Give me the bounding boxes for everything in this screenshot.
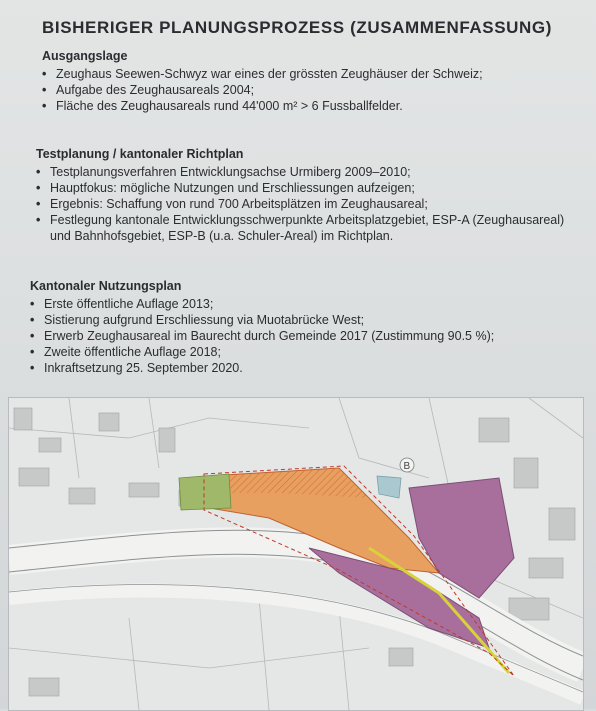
bullet-list bbox=[42, 66, 562, 114]
bullet-icon: • bbox=[42, 67, 47, 81]
section-heading: Kantonaler Nutzungsplan bbox=[30, 279, 182, 293]
zone-green bbox=[179, 474, 231, 510]
zoning-map-graphic bbox=[9, 398, 583, 710]
list-item-text: Ergebnis: Schaffung von rund 700 Arbeitsplätzen im Zeughausareal; bbox=[50, 197, 428, 211]
page-title: BISHERIGER PLANUNGSPROZESS (ZUSAMMENFASSUNG) bbox=[42, 18, 552, 37]
section-ausgangslage bbox=[42, 49, 562, 114]
list-item-text: Zeughaus Seewen-Schwyz war eines der grössten Zeughäuser der Schweiz; bbox=[56, 67, 483, 81]
bullet-icon: • bbox=[30, 313, 35, 327]
list-item-text: Zweite öffentliche Auflage 2018; bbox=[44, 345, 221, 359]
bullet-list bbox=[36, 164, 576, 244]
section-testplanung bbox=[36, 147, 576, 244]
list-item bbox=[30, 296, 580, 312]
list-item-text: Sistierung aufgrund Erschliessung via Muotabrücke West; bbox=[44, 313, 365, 327]
list-item bbox=[36, 180, 576, 196]
list-item bbox=[30, 360, 580, 376]
bullet-icon: • bbox=[42, 83, 47, 97]
list-item bbox=[30, 312, 580, 328]
list-item-text: Erste öffentliche Auflage 2013; bbox=[44, 297, 214, 311]
bullet-icon: • bbox=[36, 181, 41, 195]
list-item bbox=[42, 98, 562, 114]
list-item-text: Hauptfokus: mögliche Nutzungen und Erschliessungen aufzeigen; bbox=[50, 181, 415, 195]
zone-blue bbox=[377, 476, 401, 498]
bullet-icon: • bbox=[36, 213, 41, 227]
list-item-text: Aufgabe des Zeughausareals 2004; bbox=[56, 83, 255, 97]
list-item-text: Fläche des Zeughausareals rund 44'000 m² > 6 Fussballfelder. bbox=[56, 99, 403, 113]
bullet-icon: • bbox=[30, 345, 35, 359]
list-item bbox=[36, 164, 576, 180]
list-item-text: Erwerb Zeughausareal im Baurecht durch Gemeinde 2017 (Zustimmung 90.5 %); bbox=[44, 329, 495, 343]
bullet-icon: • bbox=[30, 297, 35, 311]
list-item-text: Inkraftsetzung 25. September 2020. bbox=[44, 361, 243, 375]
zoning-map bbox=[8, 397, 584, 711]
list-item bbox=[30, 328, 580, 344]
list-item bbox=[30, 344, 580, 360]
list-item-text: Testplanungsverfahren Entwicklungsachse Urmiberg 2009–2010; bbox=[50, 165, 411, 179]
bullet-icon: • bbox=[42, 99, 47, 113]
section-heading: Testplanung / kantonaler Richtplan bbox=[36, 147, 244, 161]
bullet-icon: • bbox=[30, 361, 35, 375]
list-item bbox=[36, 212, 576, 244]
list-item bbox=[42, 66, 562, 82]
list-item bbox=[36, 196, 576, 212]
bullet-icon: • bbox=[36, 197, 41, 211]
map-label-b: B bbox=[403, 461, 411, 472]
section-nutzungsplan bbox=[30, 279, 580, 376]
section-heading: Ausgangslage bbox=[42, 49, 128, 63]
bullet-list bbox=[30, 296, 580, 376]
bullet-icon: • bbox=[36, 165, 41, 179]
list-item-text: Festlegung kantonale Entwicklungsschwerpunkte Arbeitsplatzgebiet, ESP-A (Zeughausareal) und Bahnhofsgebiet, ESP-B (u.a. Schuler-Areal) im Richtplan. bbox=[50, 213, 565, 243]
bullet-icon: • bbox=[30, 329, 35, 343]
list-item bbox=[42, 82, 562, 98]
